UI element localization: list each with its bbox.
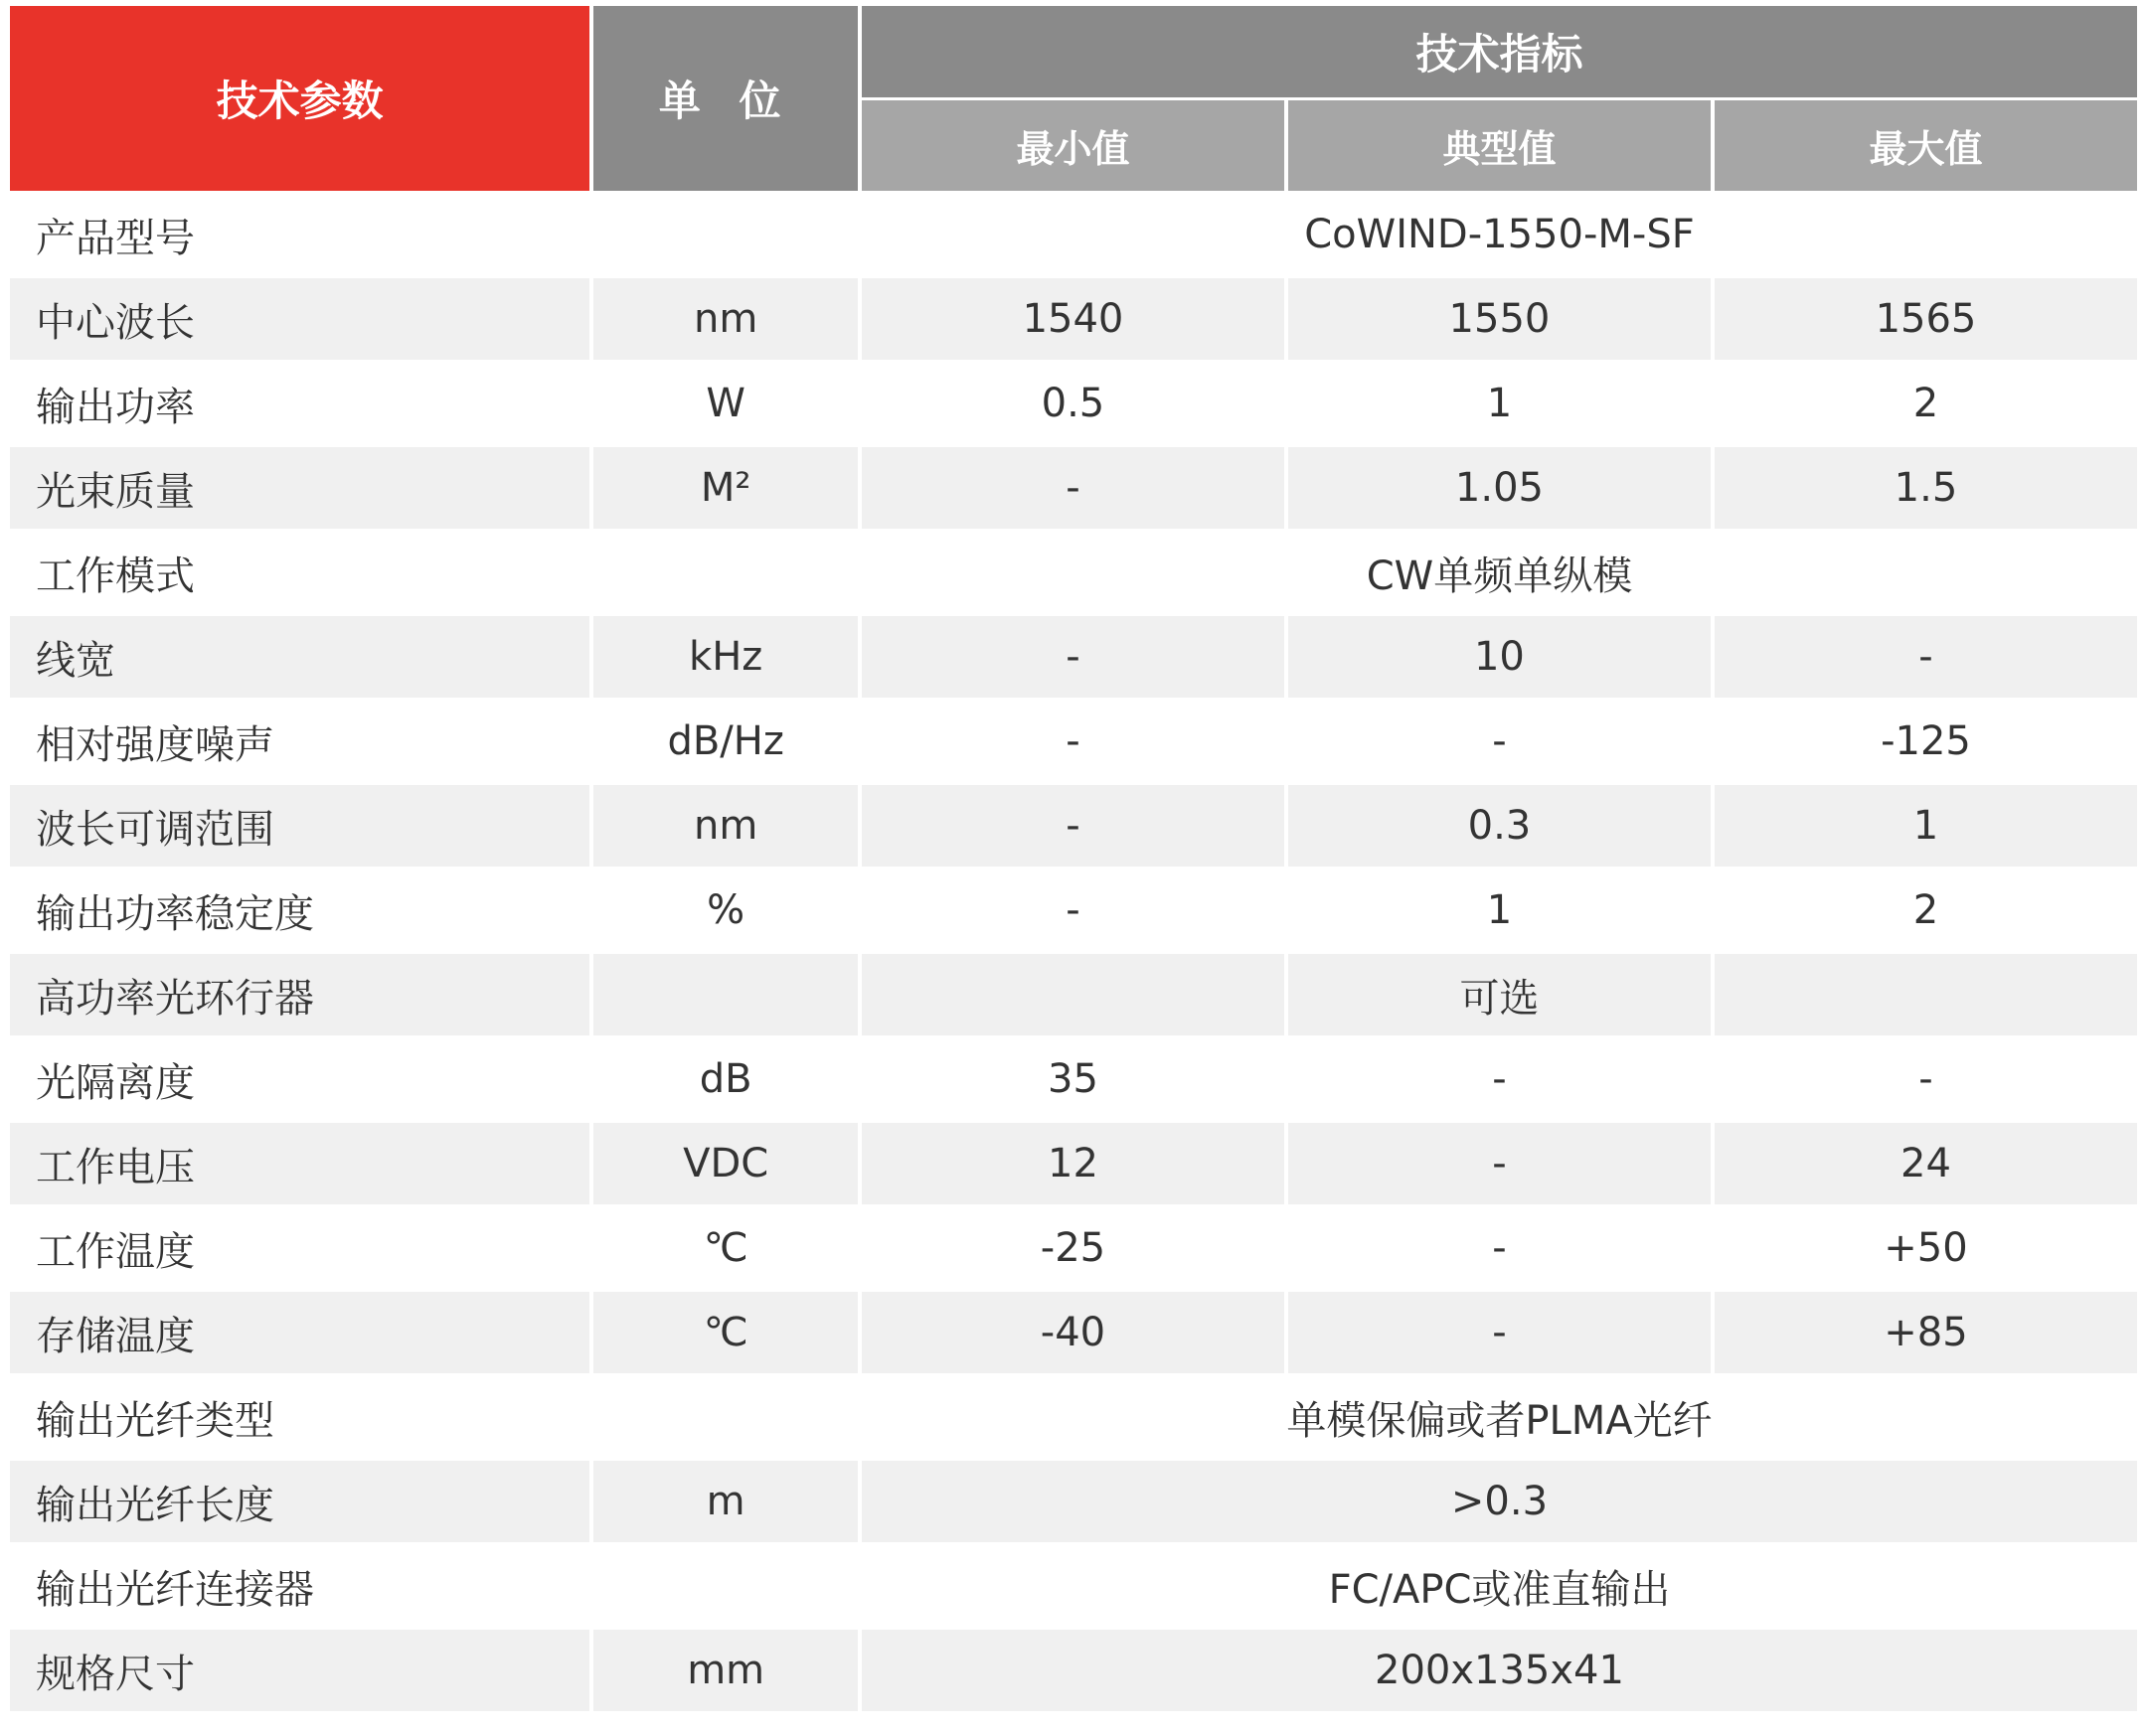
header-spec: 技术指标	[862, 6, 2137, 97]
table-row	[10, 954, 2137, 1035]
typ-value: -	[1288, 1123, 1711, 1204]
param-name: 工作电压	[10, 1123, 589, 1204]
unit-cell: ℃	[593, 1207, 858, 1289]
param-name: 输出光纤类型	[10, 1376, 589, 1458]
max-value: +50	[1715, 1207, 2137, 1289]
param-name: 工作温度	[10, 1207, 589, 1289]
table-row	[10, 1545, 2137, 1627]
typ-value: 1.05	[1288, 447, 1711, 529]
table-row	[10, 1292, 2137, 1373]
table-row	[10, 1630, 2137, 1711]
spec-value-merged: 单模保偏或者PLMA光纤	[862, 1376, 2137, 1458]
min-value: 1540	[862, 278, 1284, 360]
max-value	[1715, 954, 2137, 1035]
table-row	[10, 785, 2137, 867]
param-name: 高功率光环行器	[10, 954, 589, 1035]
min-value: 12	[862, 1123, 1284, 1204]
min-value: -	[862, 869, 1284, 951]
typ-value: -	[1288, 701, 1711, 782]
unit-cell: nm	[593, 278, 858, 360]
min-value	[862, 954, 1284, 1035]
spec-value-merged: 200x135x41	[862, 1630, 2137, 1711]
header-typ: 典型值	[1288, 100, 1711, 192]
table-row	[10, 1123, 2137, 1204]
table-row	[10, 616, 2137, 698]
typ-value: 1	[1288, 869, 1711, 951]
param-name: 波长可调范围	[10, 785, 589, 867]
table-row	[10, 1207, 2137, 1289]
typ-value: 1550	[1288, 278, 1711, 360]
spec-value-merged: CoWIND-1550-M-SF	[862, 194, 2137, 275]
param-name: 中心波长	[10, 278, 589, 360]
max-value: -	[1715, 616, 2137, 698]
unit-cell: dB/Hz	[593, 701, 858, 782]
min-value: -	[862, 701, 1284, 782]
max-value: 24	[1715, 1123, 2137, 1204]
table-row	[10, 194, 2137, 275]
param-name: 存储温度	[10, 1292, 589, 1373]
unit-cell	[593, 1376, 858, 1458]
min-value: 35	[862, 1038, 1284, 1120]
unit-cell	[593, 1545, 858, 1627]
table-body	[10, 194, 2137, 1711]
table-row	[10, 1376, 2137, 1458]
table-header	[10, 6, 2137, 191]
spec-table	[6, 3, 2141, 1714]
header-param: 技术参数	[10, 6, 589, 191]
param-name: 工作模式	[10, 532, 589, 613]
unit-cell	[593, 532, 858, 613]
unit-cell: M²	[593, 447, 858, 529]
max-value: 1.5	[1715, 447, 2137, 529]
header-max: 最大值	[1715, 100, 2137, 192]
typ-value: -	[1288, 1038, 1711, 1120]
param-name: 输出光纤连接器	[10, 1545, 589, 1627]
param-name: 线宽	[10, 616, 589, 698]
typ-value: 0.3	[1288, 785, 1711, 867]
typ-value: 可选	[1288, 954, 1711, 1035]
table-row	[10, 1461, 2137, 1542]
typ-value: 10	[1288, 616, 1711, 698]
spec-value-merged: >0.3	[862, 1461, 2137, 1542]
min-value: 0.5	[862, 363, 1284, 444]
table-row	[10, 278, 2137, 360]
table-row	[10, 1038, 2137, 1120]
max-value: 2	[1715, 363, 2137, 444]
header-min: 最小值	[862, 100, 1284, 192]
param-name: 输出光纤长度	[10, 1461, 589, 1542]
param-name: 输出功率稳定度	[10, 869, 589, 951]
max-value: -125	[1715, 701, 2137, 782]
typ-value: -	[1288, 1207, 1711, 1289]
table-row	[10, 532, 2137, 613]
unit-cell	[593, 194, 858, 275]
table-row	[10, 701, 2137, 782]
max-value: 1565	[1715, 278, 2137, 360]
table-row	[10, 869, 2137, 951]
param-name: 光束质量	[10, 447, 589, 529]
param-name: 产品型号	[10, 194, 589, 275]
min-value: -	[862, 447, 1284, 529]
param-name: 规格尺寸	[10, 1630, 589, 1711]
spec-value-merged: CW单频单纵模	[862, 532, 2137, 613]
param-name: 输出功率	[10, 363, 589, 444]
unit-cell: mm	[593, 1630, 858, 1711]
min-value: -25	[862, 1207, 1284, 1289]
typ-value: -	[1288, 1292, 1711, 1373]
unit-cell: kHz	[593, 616, 858, 698]
table-row	[10, 447, 2137, 529]
max-value: 2	[1715, 869, 2137, 951]
spec-value-merged: FC/APC或准直输出	[862, 1545, 2137, 1627]
typ-value: 1	[1288, 363, 1711, 444]
unit-cell: nm	[593, 785, 858, 867]
unit-cell: %	[593, 869, 858, 951]
unit-cell: W	[593, 363, 858, 444]
max-value: +85	[1715, 1292, 2137, 1373]
max-value: -	[1715, 1038, 2137, 1120]
max-value: 1	[1715, 785, 2137, 867]
unit-cell: VDC	[593, 1123, 858, 1204]
min-value: -	[862, 785, 1284, 867]
min-value: -40	[862, 1292, 1284, 1373]
unit-cell: m	[593, 1461, 858, 1542]
unit-cell	[593, 954, 858, 1035]
unit-cell: dB	[593, 1038, 858, 1120]
min-value: -	[862, 616, 1284, 698]
param-name: 光隔离度	[10, 1038, 589, 1120]
table-row	[10, 363, 2137, 444]
unit-cell: ℃	[593, 1292, 858, 1373]
param-name: 相对强度噪声	[10, 701, 589, 782]
header-unit: 单 位	[593, 6, 858, 191]
